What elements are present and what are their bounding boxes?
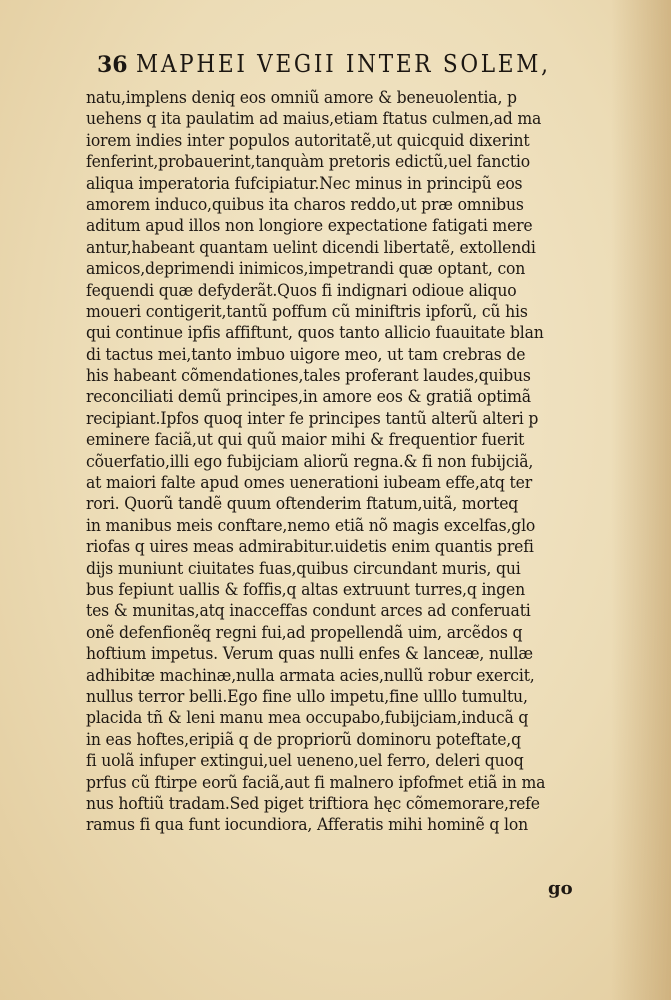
text-line-content: antur,habeant quantam uelint dicendi libertatẽ, extollendi	[86, 237, 536, 258]
text-line	[86, 473, 572, 494]
text-line	[86, 730, 572, 751]
catchword: go	[548, 878, 573, 899]
text-line	[86, 452, 572, 473]
text-line-content: fi uolã infuper extingui,uel ueneno,uel ferro, deleri quoq	[86, 751, 524, 772]
text-line-content: his habeant cõmendationes,tales proferant laudes,quibus	[86, 366, 531, 387]
page-number: 36	[97, 52, 128, 78]
text-line-content: fequendi quæ defyderãt.Quos fi indignari odioue aliquo	[86, 280, 517, 301]
text-line-content: hoftium impetus. Verum quas nulli enfes & lanceæ, nullæ	[86, 644, 533, 665]
text-line	[86, 815, 572, 836]
text-line-content: bus fepiunt uallis & foffis,q altas extruunt turres,q ingen	[86, 579, 525, 600]
text-line	[86, 238, 572, 259]
text-line	[86, 623, 572, 644]
text-line-content: tes & munitas,atq inacceffas condunt arces ad conferuati	[86, 601, 531, 622]
text-line-content: ramus fi qua funt iocundiora, Afferatis mihi hominẽ q lon	[86, 815, 528, 836]
text-line-content: nullus terror belli.Ego fine ullo impetu,fine ulllo tumultu,	[86, 686, 528, 707]
text-line-content: at maiori falte apud omes uenerationi iubeam effe,atq ter	[86, 473, 532, 494]
text-line-content: recipiant.Ipfos quoq inter fe principes tantũ alterũ alteri p	[86, 408, 539, 429]
text-line	[86, 794, 572, 815]
body-text	[86, 88, 572, 837]
text-line	[86, 131, 572, 152]
text-line-content: rori. Quorũ tandẽ quum oftenderim ftatum,uitã, morteq	[86, 494, 519, 515]
text-line-content: uehens q ita paulatim ad maius,etiam ftatus culmen,ad ma	[86, 109, 542, 130]
text-line-content: onẽ defenfionẽq regni fui,ad propellendã uim, arcẽdos q	[86, 622, 523, 643]
text-line-content: eminere faciã,ut qui quũ maior mihi & frequentior fuerit	[86, 430, 525, 451]
text-line-content: aliqua imperatoria fufcipiatur.Nec minus in principũ eos	[86, 173, 523, 194]
text-line	[86, 601, 572, 622]
text-line	[86, 751, 572, 772]
text-line	[86, 387, 572, 408]
text-line-content: amicos,deprimendi inimicos,impetrandi quæ optant, con	[86, 259, 526, 280]
text-line	[86, 88, 572, 109]
text-line-content: nus hoftiũ tradam.Sed piget triftiora hęc cõmemorare,refe	[86, 793, 540, 814]
text-line-content: placida tñ & leni manu mea occupabo,fubijciam,inducã q	[86, 708, 529, 729]
text-line	[86, 494, 572, 515]
text-line-content: reconciliati demũ principes,in amore eos & gratiã optimã	[86, 387, 531, 408]
text-line-content: moueri contigerit,tantũ poffum cũ miniftris ipforũ, cũ his	[86, 301, 528, 322]
text-line	[86, 773, 572, 794]
text-line-content: riofas q uires meas admirabitur.uidetis enim quantis prefi	[86, 537, 534, 558]
text-line	[86, 580, 572, 601]
text-line-content: in manibus meis conftare,nemo etiã nõ magis excelfas,glo	[86, 515, 536, 536]
text-line-content: fenferint,probauerint,tanquàm pretoris edictũ,uel fanctio	[86, 152, 530, 173]
text-line	[86, 537, 572, 558]
text-line	[86, 644, 572, 665]
text-line	[86, 302, 572, 323]
running-head: MAPHEI VEGII INTER SOLEM,	[136, 50, 551, 78]
text-line-content: in eas hoftes,eripiã q de propriorũ dominoru poteftate,q	[86, 729, 521, 750]
text-line	[86, 366, 572, 387]
text-line	[86, 687, 572, 708]
text-line-content: natu,implens deniq eos omniũ amore & beneuolentia, p	[86, 88, 517, 108]
text-line	[86, 666, 572, 687]
text-line	[86, 708, 572, 729]
text-line-content: aditum apud illos non longiore expectatione fatigati mere	[86, 216, 533, 237]
text-line	[86, 259, 572, 280]
text-line	[86, 323, 572, 344]
text-line-content: prfus cũ ftirpe eorũ faciã,aut fi malnero ipfofmet etiã in ma	[86, 772, 546, 793]
text-line-content: cõuerfatio,illi ego fubijciam aliorũ regna.& fi non fubijciã,	[86, 451, 534, 472]
text-line	[86, 516, 572, 537]
text-line	[86, 430, 572, 451]
text-line	[86, 152, 572, 173]
text-line	[86, 174, 572, 195]
text-line-content: adhibitæ machinæ,nulla armata acies,nullũ robur exercit,	[86, 665, 535, 686]
text-line-content: di tactus mei,tanto imbuo uigore meo, ut tam crebras de	[86, 344, 526, 365]
text-line	[86, 345, 572, 366]
text-line	[86, 109, 572, 130]
text-line-content: dijs muniunt ciuitates fuas,quibus circundant muris, qui	[86, 558, 521, 579]
text-line	[86, 409, 572, 430]
text-line	[86, 559, 572, 580]
text-line-content: iorem indies inter populos autoritatẽ,ut quicquid dixerint	[86, 130, 530, 151]
text-line	[86, 281, 572, 302]
text-line	[86, 216, 572, 237]
text-line-content: amorem induco,quibus ita charos reddo,ut præ omnibus	[86, 194, 524, 215]
text-line-content: qui continue ipfis affiftunt, quos tanto allicio fuauitate blan	[86, 323, 544, 344]
page-header	[97, 50, 597, 80]
text-line	[86, 195, 572, 216]
